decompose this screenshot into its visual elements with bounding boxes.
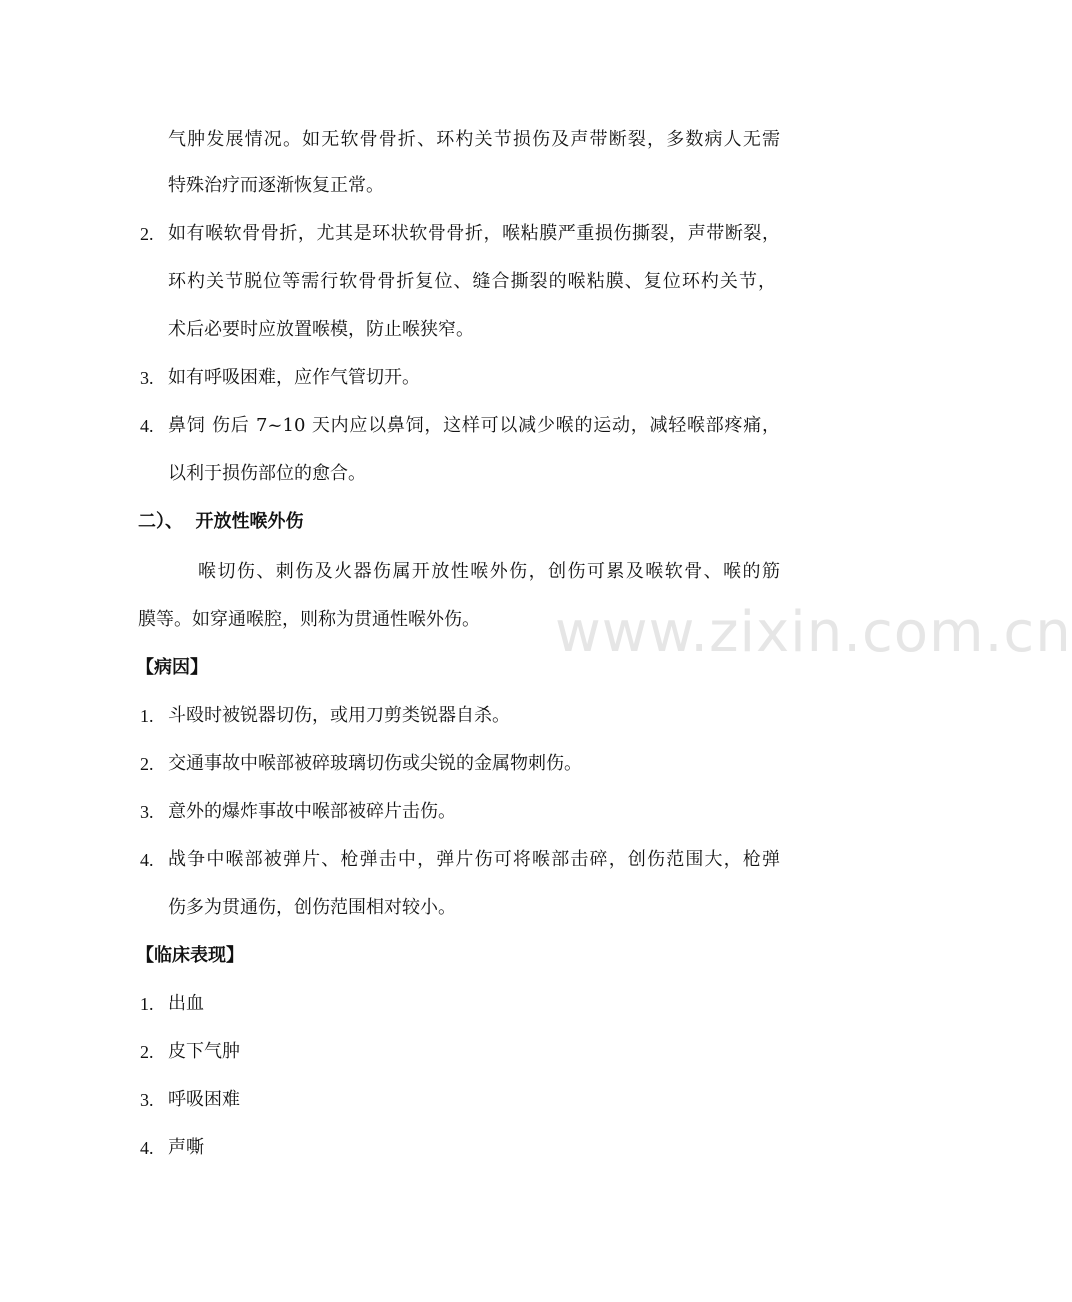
clinical-item-text: 呼吸困难	[168, 1089, 240, 1110]
intro-line-2: 特殊治疗而逐渐恢复正常。	[168, 175, 384, 196]
treatment-item-line: 环杓关节脱位等需行软骨骨折复位、缝合撕裂的喉粘膜、复位环杓关节，	[168, 271, 776, 292]
treatment-item-line: 以利于损伤部位的愈合。	[168, 463, 366, 484]
clinical-item-text: 声嘶	[168, 1137, 204, 1158]
treatment-item-line: 如有喉软骨骨折，尤其是环状软骨骨折，喉粘膜严重损伤撕裂，声带断裂，	[168, 223, 780, 244]
clinical-heading: 【临床表现】	[136, 945, 244, 966]
section-paragraph-line-1: 喉切伤、刺伤及火器伤属开放性喉外伤，创伤可累及喉软骨、喉的筋	[198, 561, 780, 582]
treatment-item-number: 2.	[140, 224, 154, 244]
treatment-item-line: 如有呼吸困难，应作气管切开。	[168, 367, 420, 388]
treatment-item-line: 术后必要时应放置喉模，防止喉狭窄。	[168, 319, 474, 340]
section-paragraph-line-2: 膜等。如穿通喉腔，则称为贯通性喉外伤。	[138, 609, 480, 630]
etiology-item-number: 4.	[140, 850, 154, 870]
clinical-item-number: 4.	[140, 1138, 154, 1158]
clinical-item-number: 1.	[140, 994, 154, 1014]
treatment-item-number: 3.	[140, 368, 154, 388]
etiology-heading: 【病因】	[136, 657, 208, 678]
etiology-item-line: 战争中喉部被弹片、枪弹击中，弹片伤可将喉部击碎，创伤范围大，枪弹	[168, 849, 780, 870]
intro-line-1: 气肿发展情况。如无软骨骨折、环杓关节损伤及声带断裂，多数病人无需	[168, 129, 780, 150]
clinical-item-text: 皮下气肿	[168, 1041, 240, 1062]
clinical-item-text: 出血	[168, 993, 204, 1014]
etiology-item-line: 意外的爆炸事故中喉部被碎片击伤。	[168, 801, 456, 822]
etiology-item-line: 斗殴时被锐器切伤，或用刀剪类锐器自杀。	[168, 705, 510, 726]
etiology-item-line: 伤多为贯通伤，创伤范围相对较小。	[168, 897, 456, 918]
section-heading: 二）、 开放性喉外伤	[138, 511, 304, 532]
etiology-item-line: 交通事故中喉部被碎玻璃切伤或尖锐的金属物刺伤。	[168, 753, 582, 774]
treatment-item-number: 4.	[140, 416, 154, 436]
etiology-item-number: 2.	[140, 754, 154, 774]
watermark: www.zixin.com.cn	[555, 600, 1072, 665]
treatment-item-line: 鼻饲 伤后 7~10 天内应以鼻饲，这样可以减少喉的运动，减轻喉部疼痛，	[168, 415, 780, 436]
etiology-item-number: 3.	[140, 802, 154, 822]
clinical-item-number: 3.	[140, 1090, 154, 1110]
clinical-item-number: 2.	[140, 1042, 154, 1062]
etiology-item-number: 1.	[140, 706, 154, 726]
